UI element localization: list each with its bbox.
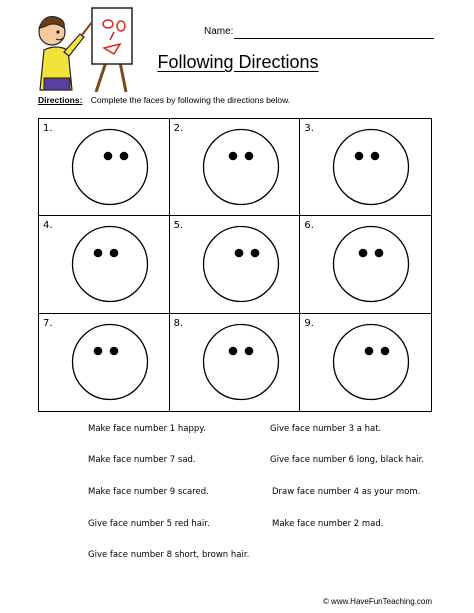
face-number: 9. [304,317,314,329]
name-line[interactable] [234,38,434,39]
right-eye [375,249,384,258]
face-circle[interactable] [202,128,280,206]
face-number: 4. [43,220,53,232]
face-cell [170,216,301,313]
face-number: 2. [173,123,184,134]
left-eye [228,346,237,355]
left-eye [365,346,374,355]
face-number: 3. [304,123,314,134]
right-eye [371,152,380,161]
right-eye [381,346,390,355]
left-eye [359,249,368,258]
face-circle[interactable] [332,128,410,206]
name-label: Name: [204,26,234,37]
left-eye [228,152,237,161]
instruction-9: Give face number 8 short, brown hair. [88,550,250,560]
face-cell [170,314,301,411]
page-title: Following Directions [157,52,319,72]
right-eye [244,346,253,355]
right-eye [244,152,253,161]
left-eye [94,249,103,258]
face-circle[interactable] [332,323,410,401]
left-eye [355,152,364,161]
faces-grid [38,118,432,412]
face-circle[interactable] [71,225,149,303]
face-number: 6. [304,220,314,232]
face-number: 5. [173,220,184,232]
directions-text: Complete the faces by following the directions below. [90,95,291,105]
face-cell [300,216,431,313]
face-circle[interactable] [71,128,149,206]
directions-label: Directions: [38,95,83,105]
face-cell [39,119,170,216]
face-number: 8. [173,317,184,329]
directions [38,95,290,105]
right-eye [120,152,129,161]
instruction-7: Give face number 5 red hair. [88,519,210,529]
face-number: 7. [43,317,53,329]
face-cell [300,119,431,216]
face-circle[interactable] [202,323,280,401]
face-circle[interactable] [71,323,149,401]
instruction-3: Make face number 7 sad. [88,455,196,465]
face-cell [39,216,170,313]
footer-copyright: © www.HaveFunTeaching.com [322,597,432,606]
right-eye [110,249,119,258]
face-cell [300,314,431,411]
face-cell [170,119,301,216]
face-number: 1. [43,123,53,134]
left-eye [104,152,113,161]
instruction-5: Make face number 9 scared. [88,487,209,497]
instruction-1: Make face number 1 happy. [88,424,206,434]
right-eye [250,249,259,258]
instruction-6: Draw face number 4 as your mom. [272,487,421,497]
instruction-2: Give face number 3 a hat. [270,424,382,434]
face-circle[interactable] [202,225,280,303]
left-eye [234,249,243,258]
left-eye [94,346,103,355]
right-eye [110,346,119,355]
instruction-8: Make face number 2 mad. [272,519,384,529]
face-circle[interactable] [332,225,410,303]
face-cell [39,314,170,411]
painter-clipart [22,6,134,92]
instruction-4: Give face number 6 long, black hair. [270,455,425,465]
